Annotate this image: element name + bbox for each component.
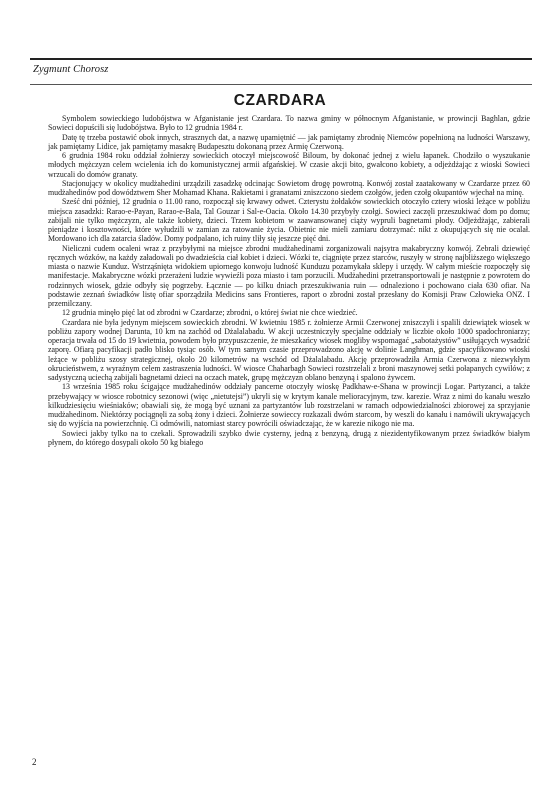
paragraph: Datę tę trzeba postawić obok innych, strasznych dat, a nazwę upamiętnić — jak pamiętamy zbrodnię Niemców popełnioną na ludności Warszawy, jak pamiętamy Lidice, jak pamiętamy masakrę Budapesztu dokonaną przez Armię Czerwoną.	[48, 132, 530, 151]
paragraph: Sowieci jakby tylko na to czekali. Sprowadzili szybko dwie cysterny, jedną z benzyną, drugą z niezidentyfikowanym przez świadków białym płynem, do którego dosypali około 50 kg białego	[48, 428, 530, 447]
paragraph: Nieliczni cudem ocaleni wraz z przybyłymi na miejsce zbrodni mudżahedinami zorganizowali najsytra makabryczny konwój. Zebrali dziewięć ręcznych wózków, na każdy załadowali po dwadzieścia ciał kobiet i dzieci. Wózki te, ciągnięte przez starców, ruszyły w stronę najbliższego większego miasta o nazwie Kunduz. Wstrząśnięta widokiem upiornego konwoju ludność Kunduzu pozamykała sklepy i urzędy. W całym mieście rozpoczęły się manifestacje. Makabryczne wózki przerażeni ludzie wywieźli poza miasto i tam porzucili. Mudżahedini przetransportowali je następnie z powrotem do rodzinnych wiosek, gdzie odbyły się pogrzeby. Łącznie — po kilku dniach przeszukiwania ruin — odnaleziono i pochowano ciała 630 ofiar. Na podstawie zeznań świadków listę ofiar sporządziła Medicins sans Frontieres, raport o zbrodni został przesłany do Komisji Praw Człowieka ONZ. I przemilczany.	[48, 243, 530, 308]
paragraph: 6 grudnia 1984 roku oddział żołnierzy sowieckich otoczył miejscowość Biloum, by dokonać jednej z wielu łapanek. Chodziło o wyszukanie młodych mężczyzn celem wcielenia ich do komunistycznej armii afgańskiej. W czasie akcji bito, gwałcono kobiety, a odjeżdżając z wioski Sowieci wrzucali do domów granaty.	[48, 151, 530, 179]
paragraph: 12 grudnia minęło pięć lat od zbrodni w Czardarze; zbrodni, o której świat nie chce wiedzieć.	[62, 308, 358, 318]
paragraph: 13 września 1985 roku ścigające mudżahedinów oddziały pancerne otoczyły wioskę Padkhaw-e-Shana w prowincji Logar. Partyzanci, a także przebywający w wiosce robotnicy sezonowi (więc „nietutejsi”) ukryli się w krytym kanale melioracyjnym, tzw. karezie. Wraz z nimi do kanału weszło kilkudziesięciu wieśniaków; obawiali się, że mogą być uznani za partyzantów lub rozstrzelani w ramach odpowiedzialności zbiorowej za sprzyjanie mudżahedinom. Niektórzy pociągnęli za sobą żony i dzieci. Żołnierze sowieccy rozkazali dwóm starcom, by weszli do kanału i namówili ukrywających się do wyjścia na powierzchnię. Ci odmówili, natomiast starcy powrócili oświadczając, że w karezie nikogo nie ma.	[48, 382, 530, 429]
paragraph: Symbolem sowieckiego ludobójstwa w Afganistanie jest Czardara. To nazwa gminy w północnym Afganistanie, w prowincji Baghlan, gdzie Sowieci dopuścili się ludobójstwa. Było to 12 grudnia 1984 r.	[48, 114, 530, 133]
paragraph: Stacjonujący w okolicy mudżahedini urządzili zasadzkę odcinając Sowietom drogę powrotną. Konwój został zaatakowany w Czardarze przez 60 mudżahedinów pod dowództwem Sher Mohamad Khana. Rakietami i granatami zniszczono siedem czołgów, jeden czołg okupantów wjechał na minę.	[48, 178, 530, 197]
article-title: CZARDARA	[233, 92, 327, 109]
page-number: 2	[32, 757, 37, 767]
author-rule	[30, 84, 532, 85]
paragraph: Sześć dni później, 12 grudnia o 11.00 rano, rozpoczął się krwawy odwet. Czterystu żołdaków sowieckich otoczyło cztery wioski leżące w pobliżu miejsca zasadzki: Rarao-e-Payan, Rarao-e-Bala, Tal Gouzar i Sal-e-Oacia. Około 14.30 przybyły czołgi. Sowieci zaczęli przeszukiwać dom po domu; zabijali nie tylko mężczyzn, ale także kobiety, dzieci. Trzem kobietom w zaawansowanej ciąży wypruli bagnetami płody. Odjeżdżając, zabierali pieniądze i kosztowności, które wyłudzili w zamian za ratowanie życia. Obietnic nie mieli zamiaru dotrzymać: nikt z okupujących się nie ocalał. Mordowano ich dla zatarcia śladów. Domy podpalano, ich ruiny tliły się jeszcze pięć dni.	[48, 197, 530, 244]
author-name: Zygmunt Chorosz	[33, 64, 109, 75]
article-body	[48, 114, 530, 447]
header-rule	[30, 58, 532, 60]
paragraph: Czardara nie była jedynym miejscem sowieckich zbrodni. W kwietniu 1985 r. żołnierze Armii Czerwonej zniszczyli i spalili dziewiątek wiosek w pobliżu zapory wodnej Darunta, 10 km na zachód od Dżalalabadu. W akcji uczestniczyły specjalne oddziały w liczbie około 1000 spadochroniarzy; operacja trwała od 15 do 19 kwietnia, powodem było przypuszczenie, że mieszkańcy wiosek mogliby wspomagać „sabotażystów” usiłujących wysadzić zaporę. Ofiarą pacyfikacji padło blisko tysiąc osób. W tym samym czasie przeprowadzono akcję w dolinie Langhman, gdzie spacyfikowano wioski leżące w pobliżu szosy strategicznej, około 20 kilometrów na wschód od Dżalalabadu. Akcję przeprowadziła Armia Czerwona z niezwykłym okrucieństwem, z wyraźnym celem zastraszenia ludności. W wiosce Chaharbagh Sowieci rozstrzelali z broni maszynowej setki połapanych cywilów; z sadystyczną uciechą zabijali bagnetami dzieci na oczach matek, grupę mężczyzn oblano benzyną i spalono żywcem.	[48, 317, 530, 382]
